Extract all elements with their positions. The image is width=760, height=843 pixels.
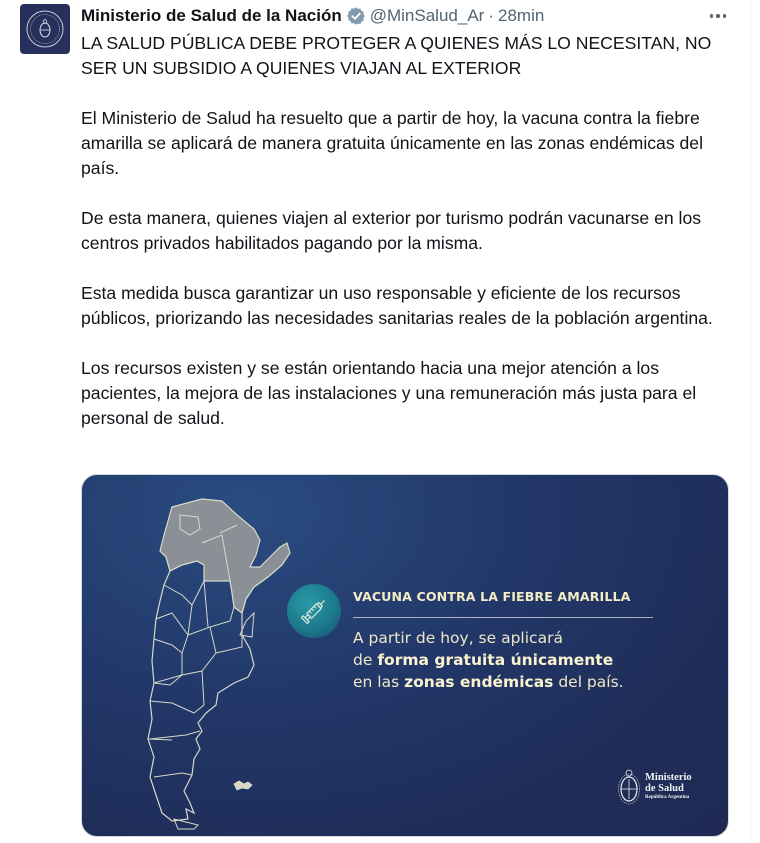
logo-line: Ministerio (645, 772, 692, 783)
tweet-paragraph: Esta medida busca garantizar un uso responsable y eficiente de los recursos públicos, priorizando las necesidades sanitarias reales de la población argentina. (81, 283, 713, 328)
media-body-line: de forma gratuita únicamente (353, 651, 614, 669)
logo-subtitle: República Argentina (645, 795, 690, 800)
syringe-badge (287, 584, 341, 638)
media-body-line: en las zonas endémicas del país. (353, 673, 624, 691)
separator-dot: · (488, 6, 494, 25)
timeline-divider (750, 0, 751, 843)
more-dot-icon (723, 14, 727, 18)
more-options-button[interactable] (704, 6, 732, 26)
more-dot-icon (710, 14, 714, 18)
media-title: VACUNA CONTRA LA FIEBRE AMARILLA (353, 589, 631, 604)
more-dot-icon (716, 14, 720, 18)
author-display-name[interactable]: Ministerio de Salud de la Nación (81, 6, 342, 25)
timestamp[interactable]: 28min (498, 6, 545, 25)
argentina-map-icon (142, 495, 322, 830)
tweet-text (81, 31, 736, 431)
ministry-logo (617, 765, 692, 809)
coat-of-arms-icon (617, 765, 641, 809)
logo-line: de Salud (645, 783, 684, 794)
media-divider (353, 617, 653, 618)
avatar[interactable] (20, 4, 70, 54)
coat-of-arms-seal-icon (23, 7, 67, 51)
tweet-header (81, 4, 544, 28)
tweet-paragraph: El Ministerio de Salud ha resuelto que a partir de hoy, la vacuna contra la fiebre amarilla se aplicará de manera gratuita únicamente en las zonas endémicas del país. (81, 108, 703, 178)
author-handle[interactable]: @MinSalud_Ar (369, 6, 485, 25)
tweet-headline: LA SALUD PÚBLICA DEBE PROTEGER A QUIENES MÁS LO NECESITAN, NO SER UN SUBSIDIO A QUIENES VIAJAN AL EXTERIOR (81, 33, 712, 78)
media-body-line: A partir de hoy, se aplicará (353, 629, 563, 647)
tweet-paragraph: Los recursos existen y se están orientando hacia una mejor atención a los pacientes, la mejora de las instalaciones y una remuneración más justa para el personal de salud. (81, 358, 697, 428)
tweet-media-image[interactable] (81, 474, 729, 837)
syringe-icon (297, 594, 331, 628)
verified-badge-icon[interactable] (346, 6, 366, 26)
tweet-paragraph: De esta manera, quienes viajen al exterior por turismo podrán vacunarse en los centros privados habilitados pagando por la misma. (81, 208, 702, 253)
media-body (353, 627, 624, 693)
